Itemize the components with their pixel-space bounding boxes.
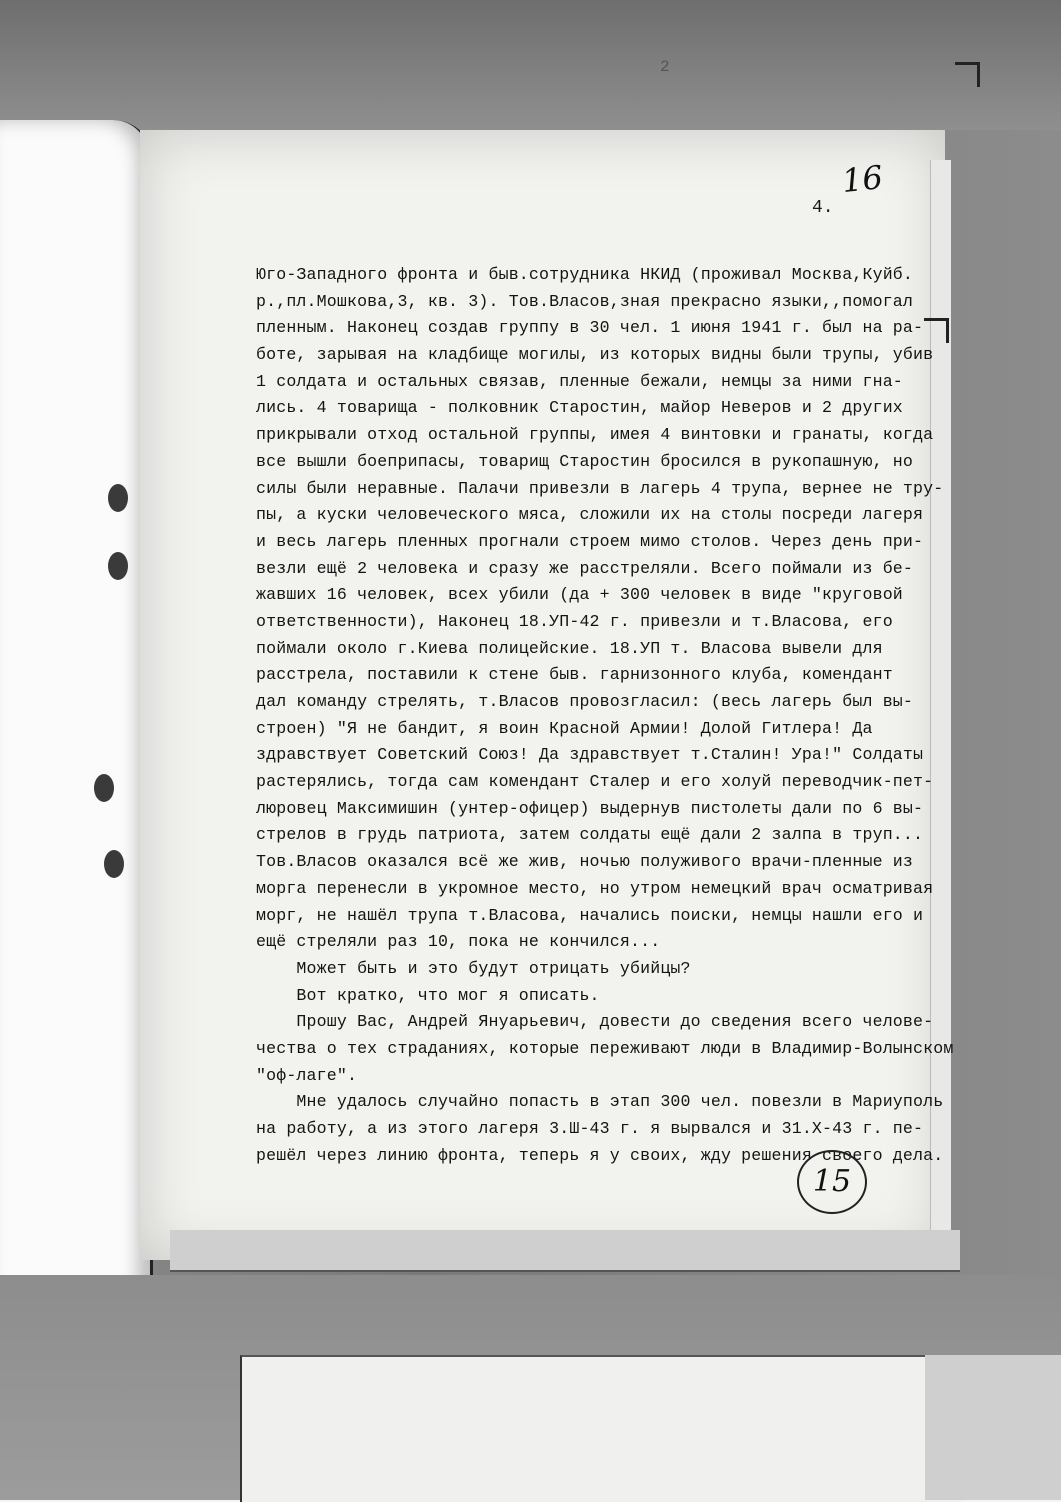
text-line: жавших 16 человек, всех убили (да + 300 человек в виде "круговой bbox=[256, 585, 903, 605]
punch-hole bbox=[108, 484, 128, 512]
punch-hole bbox=[108, 552, 128, 580]
text-line: боте, зарывая на кладбище могилы, из которых видны были трупы, убив bbox=[256, 345, 934, 365]
text-line: везли ещё 2 человека и сразу же расстреляли. Всего поймали из бе- bbox=[256, 558, 914, 578]
text-line: прикрывали отход остальной группы, имея 4 винтовки и гранаты, когда bbox=[256, 425, 934, 445]
text-line: чества о тех страданиях, которые переживают люди в Владимир-Волынском bbox=[256, 1038, 954, 1058]
circled-archive-number: 15 bbox=[797, 1150, 867, 1214]
top-edge-mark: 2 bbox=[660, 58, 670, 76]
text-line: ответственности), Наконец 18.УП-42 г. привезли и т.Власова, его bbox=[256, 611, 893, 631]
text-line: поймали около г.Киева полицейские. 18.УП т. Власова вывели для bbox=[256, 638, 883, 658]
text-line: Прошу Вас, Андрей Януарьевич, довести до сведения всего челове- bbox=[256, 1012, 934, 1032]
left-binder-sheet bbox=[0, 120, 153, 1320]
text-line: ещё стреляли раз 10, пока не кончился... bbox=[256, 932, 661, 952]
scan-top-band bbox=[0, 0, 1061, 130]
handwritten-folio-number: 16 bbox=[840, 157, 885, 201]
text-line: силы были неравные. Палачи привезли в лагерь 4 трупа, вернее не тру- bbox=[256, 478, 944, 498]
punch-hole bbox=[104, 850, 124, 878]
underlying-sheet-edge bbox=[170, 1230, 960, 1272]
text-line: 1 солдата и остальных связав, пленные бежали, немцы за ними гна- bbox=[256, 371, 903, 391]
text-line: люровец Максимишин (унтер-офицер) выдернув пистолеты дали по 6 вы- bbox=[256, 798, 924, 818]
text-line: "оф-лаге". bbox=[256, 1065, 358, 1085]
text-line: Юго-Западного фронта и быв.сотрудника НКИД (проживал Москва,Куйб. bbox=[256, 265, 914, 284]
text-line: Может быть и это будут отрицать убийцы? bbox=[256, 958, 691, 978]
text-line: морг, не нашёл трупа т.Власова, начались поиски, немцы нашли его и bbox=[256, 905, 924, 925]
text-line: морга перенесли в укромное место, но утром немецкий врач осматривая bbox=[256, 878, 934, 898]
text-line: на работу, а из этого лагеря 3.Ш-43 г. я вырвался и 31.Х-43 г. пе- bbox=[256, 1119, 924, 1138]
typewritten-body-text bbox=[256, 262, 954, 1169]
text-line: Мне удалось случайно попасть в этап 300 чел. повезли в Мариуполь bbox=[256, 1092, 944, 1112]
text-line: лись. 4 товарища - полковник Старостин, майор Неверов и 2 других bbox=[256, 398, 903, 418]
text-line: Тов.Власов оказался всё же жив, ночью полуживого врачи-пленные из bbox=[256, 852, 914, 872]
text-line: и весь лагерь пленных прогнали строем мимо столов. Через день при- bbox=[256, 531, 924, 551]
text-line: дал команду стрелять, т.Власов провозгласил: (весь лагерь был вы- bbox=[256, 692, 914, 711]
next-page-edge bbox=[240, 1355, 962, 1502]
text-line: стрелов в грудь патриота, затем солдаты ещё дали 2 залпа в труп... bbox=[256, 825, 924, 845]
text-line: пленным. Наконец создав группу в 30 чел. 1 июня 1941 г. был на ра- bbox=[256, 318, 924, 338]
text-line: расстрела, поставили к стене быв. гарнизонного клуба, комендант bbox=[256, 665, 893, 685]
text-line: пы, а куски человеческого мяса, сложили их на столы посреди лагеря bbox=[256, 505, 924, 525]
text-line: решёл через линию фронта, теперь я у своих, жду решения своего дела. bbox=[256, 1145, 944, 1165]
punch-hole bbox=[94, 774, 114, 802]
text-line: р.,пл.Мошкова,3, кв. 3). Тов.Власов,зная прекрасно языки,,помогал bbox=[256, 291, 914, 311]
text-line: Вот кратко, что мог я описать. bbox=[256, 985, 600, 1005]
crop-corner-mark bbox=[955, 62, 980, 87]
text-line: растерялись, тогда сам комендант Сталер и его холуй переводчик-пет- bbox=[256, 772, 934, 792]
page-number: 4. bbox=[812, 198, 834, 218]
text-line: здравствует Советский Союз! Да здравствует т.Сталин! Ура!" Солдаты bbox=[256, 745, 924, 765]
next-page-edge-right bbox=[925, 1355, 1061, 1500]
text-line: все вышли боеприпасы, товарищ Старостин бросился в рукопашную, но bbox=[256, 451, 914, 471]
text-line: строен) "Я не бандит, я воин Красной Армии! Долой Гитлера! Да bbox=[256, 718, 873, 738]
